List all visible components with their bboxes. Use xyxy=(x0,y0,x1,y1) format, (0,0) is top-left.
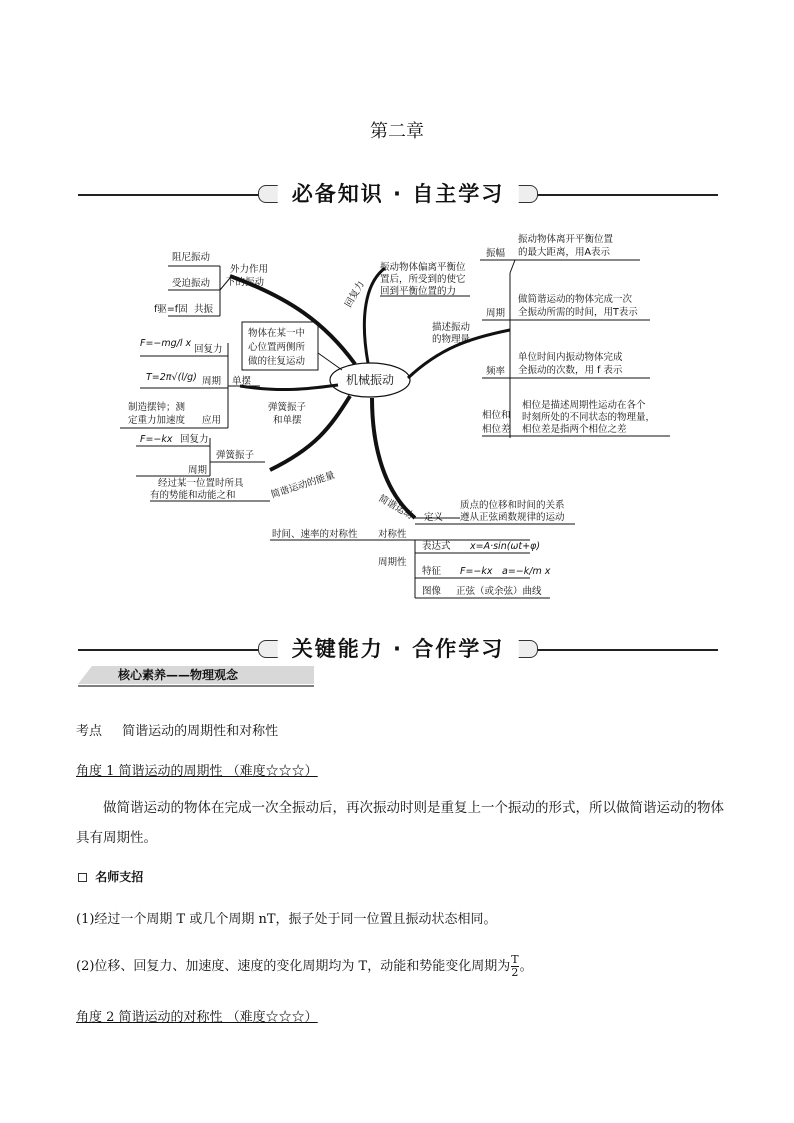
mm-tz-f1: F=−kx xyxy=(460,566,493,577)
exam-point xyxy=(76,720,278,739)
angle-1-heading: 角度 1 简谐运动的周期性 （难度☆☆☆） xyxy=(76,764,318,779)
mm-danbai-hfl-formula: F=−mg/l x xyxy=(140,338,192,349)
mm-mszd2: 的物理量 xyxy=(432,334,471,345)
mm-zhouqixing: 周期性 xyxy=(378,557,407,568)
mm-tezheng: 特征 xyxy=(422,566,442,577)
mm-zhenfu: 振幅 xyxy=(486,248,506,259)
banner-title: 关键能力 · 合作学习 xyxy=(278,632,519,666)
mm-zhouqi1: 做简谐运动的物体完成一次 xyxy=(518,294,633,305)
tip-item-1: (1)经过一个周期 T 或几个周期 nT，振子处于同一位置且振动状态相同。 xyxy=(76,912,497,927)
mm-gongzhen-cond: f驱=f固 xyxy=(154,304,188,315)
mm-thzz1: 弹簧振子 xyxy=(268,402,307,413)
core-tag-text: 核心素养——物理观念 xyxy=(118,668,239,682)
mm-dingyi: 定义 xyxy=(424,512,444,523)
mm-xwt3: 相位差是指两个相位之差 xyxy=(522,424,627,435)
mm-thzz: 弹簧振子 xyxy=(216,450,255,461)
fraction-denominator: 2 xyxy=(511,966,519,979)
mm-hfl1: 振动物体偏离平衡位 xyxy=(380,262,466,273)
mm-danbai-yy2: 定重力加速度 xyxy=(128,415,186,426)
mm-dingyi1: 质点的位移和时间的关系 xyxy=(460,500,565,511)
mm-energy2: 有的势能和动能之和 xyxy=(150,490,236,501)
mm-thzz-zq: 周期 xyxy=(188,465,208,476)
section-banner-key-abilities xyxy=(78,632,718,666)
mm-pinlv1: 单位时间内振动物体完成 xyxy=(518,352,623,363)
mm-pinlv: 频率 xyxy=(486,366,506,377)
mm-desc3: 做的往复运动 xyxy=(248,356,306,367)
exam-point-label: 考点 xyxy=(76,724,103,739)
mm-xwt1: 相位是描述周期性运动在各个 xyxy=(522,400,646,411)
banner-title: 必备知识 · 自主学习 xyxy=(278,177,519,211)
mm-zhenfu2: 的最大距离，用A表示 xyxy=(518,247,610,258)
mm-hfl2: 置后，所受到的使它 xyxy=(380,274,466,285)
mm-zhouqi: 周期 xyxy=(486,308,506,319)
mm-mszd1: 描述振动 xyxy=(432,322,471,333)
mm-danbai-zq-formula: T=2π√(l/g) xyxy=(146,372,197,383)
fraction-numerator: T xyxy=(511,953,519,966)
mm-tuxiang-t: 正弦（或余弦）曲线 xyxy=(456,586,542,597)
mm-danbai-yy: 应用 xyxy=(202,415,222,426)
tip-item-2-end: 。 xyxy=(519,959,533,974)
mm-desc2: 心位置两侧所 xyxy=(248,342,306,353)
mm-waili2: 下的振动 xyxy=(226,277,265,288)
mm-zuni: 阻尼振动 xyxy=(172,252,211,263)
tip-item-2 xyxy=(76,954,533,979)
mm-thzz-hfl: 回复力 xyxy=(180,434,209,445)
mm-dingyi2: 遵从正弦函数规律的运动 xyxy=(460,512,565,523)
mm-danbai: 单摆 xyxy=(232,376,252,387)
mm-waili: 外力作用 xyxy=(230,264,269,275)
paragraph-periodicity: 做简谐运动的物体在完成一次全振动后，再次振动时则是重复上一个振动的形式，所以做简谐运动的物体具有周期性。 xyxy=(76,800,724,846)
mm-tz-f2: a=−k/m x xyxy=(502,566,551,577)
tip-square-icon xyxy=(78,873,87,882)
mm-desc1: 物体在某一中 xyxy=(248,328,306,339)
mm-bds: 表达式 xyxy=(422,541,451,552)
core-literacy-tag xyxy=(78,664,314,688)
mm-zhouqi2: 全振动所需的时间，用T表示 xyxy=(518,307,638,318)
tip-label: 名师支招 xyxy=(95,870,144,884)
mm-xw2: 相位差 xyxy=(482,424,511,435)
mm-hfl3: 回到平衡位置的力 xyxy=(380,286,457,297)
mm-zhenfu1: 振动物体离开平衡位置 xyxy=(518,234,614,245)
mm-xw1: 相位和 xyxy=(482,410,511,421)
teacher-tip-heading xyxy=(78,868,143,885)
mm-gongzhen: 共振 xyxy=(194,304,214,315)
mm-bds-formula: x=A·sin(ωt+φ) xyxy=(470,541,541,552)
mind-map-center: 机械振动 xyxy=(345,373,395,387)
mm-huifuli: 回复力 xyxy=(343,279,367,310)
mm-danbai-zq: 周期 xyxy=(202,376,222,387)
exam-point-text: 简谐运动的周期性和对称性 xyxy=(122,724,279,739)
mm-danbai-yy1: 制造摆钟；测 xyxy=(128,402,186,413)
mm-danbai-hfl: 回复力 xyxy=(194,344,223,355)
section-banner-essential-knowledge xyxy=(78,177,718,211)
angle-2-heading: 角度 2 简谐运动的对称性 （难度☆☆☆） xyxy=(76,1010,318,1025)
chapter-title: 第二章 xyxy=(370,121,424,142)
mm-xwt2: 时刻所处的不同状态的物理量， xyxy=(522,412,656,423)
mm-thzz2: 和单摆 xyxy=(273,415,302,426)
mm-duichen: 对称性 xyxy=(378,529,407,540)
mind-map-diagram xyxy=(110,228,690,608)
tip-item-2-text: (2)位移、回复力、加速度、速度的变化周期均为 T，动能和势能变化周期为 xyxy=(76,959,511,974)
mm-jianxie: 简谐运动 xyxy=(376,493,415,522)
fraction-t-over-2 xyxy=(511,954,518,979)
mm-energy: 简谐运动的能量 xyxy=(269,469,337,501)
mm-tuxiang: 图像 xyxy=(422,586,442,597)
mm-thzz-formula: F=−kx xyxy=(140,434,173,445)
mm-energy1: 经过某一位置时所具 xyxy=(158,478,244,489)
mm-duichen-t: 时间、速率的对称性 xyxy=(272,529,358,540)
mm-shoupo: 受迫振动 xyxy=(172,278,211,289)
mm-pinlv2: 全振动的次数，用 f 表示 xyxy=(518,365,623,376)
